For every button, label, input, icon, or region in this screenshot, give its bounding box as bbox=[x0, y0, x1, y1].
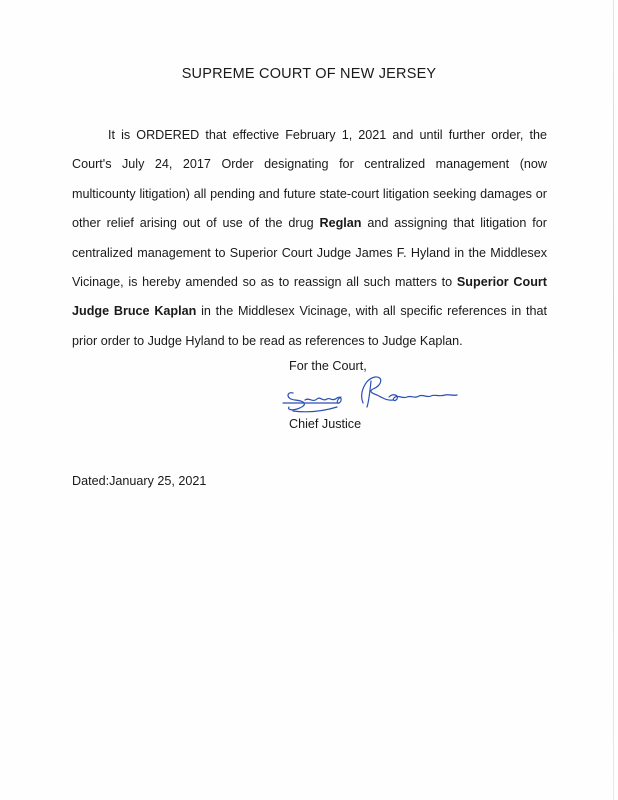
dated-line bbox=[72, 474, 206, 488]
handwritten-signature bbox=[279, 373, 469, 417]
scan-edge-line bbox=[613, 0, 614, 800]
assigned-judge: Superior Court Judge Bruce Kaplan bbox=[72, 275, 547, 319]
dated-value: January 25, 2021 bbox=[109, 474, 207, 488]
chief-justice-title: Chief Justice bbox=[289, 417, 362, 431]
signature-block bbox=[289, 359, 489, 431]
for-the-court-label: For the Court, bbox=[289, 359, 367, 373]
signature-strokes bbox=[283, 377, 457, 412]
order-paragraph bbox=[72, 121, 547, 356]
drug-name: Reglan bbox=[319, 216, 362, 231]
dated-label: Dated: bbox=[72, 474, 110, 488]
order-text-part-3: in the Middlesex Vicinage, with all specific references in that prior order to Judge Hyland to be read as references to Judge Kaplan. bbox=[72, 304, 547, 348]
order-text-part-1: It is ORDERED that effective February 1, 2021 and until further order, the Court's July 24, 2017 Order designating for centralized management (now multicounty litigation) all pending and future state-court litigation seeking damages or other relief arising out of use of the drug bbox=[72, 128, 547, 231]
court-heading: SUPREME COURT OF NEW JERSEY bbox=[181, 66, 437, 82]
order-text-part-2: and assigning that litigation for centralized management to Superior Court Judge James F. Hyland in the Middlesex Vicinage, is hereby amended so as to reassign all such matters to bbox=[72, 216, 547, 290]
